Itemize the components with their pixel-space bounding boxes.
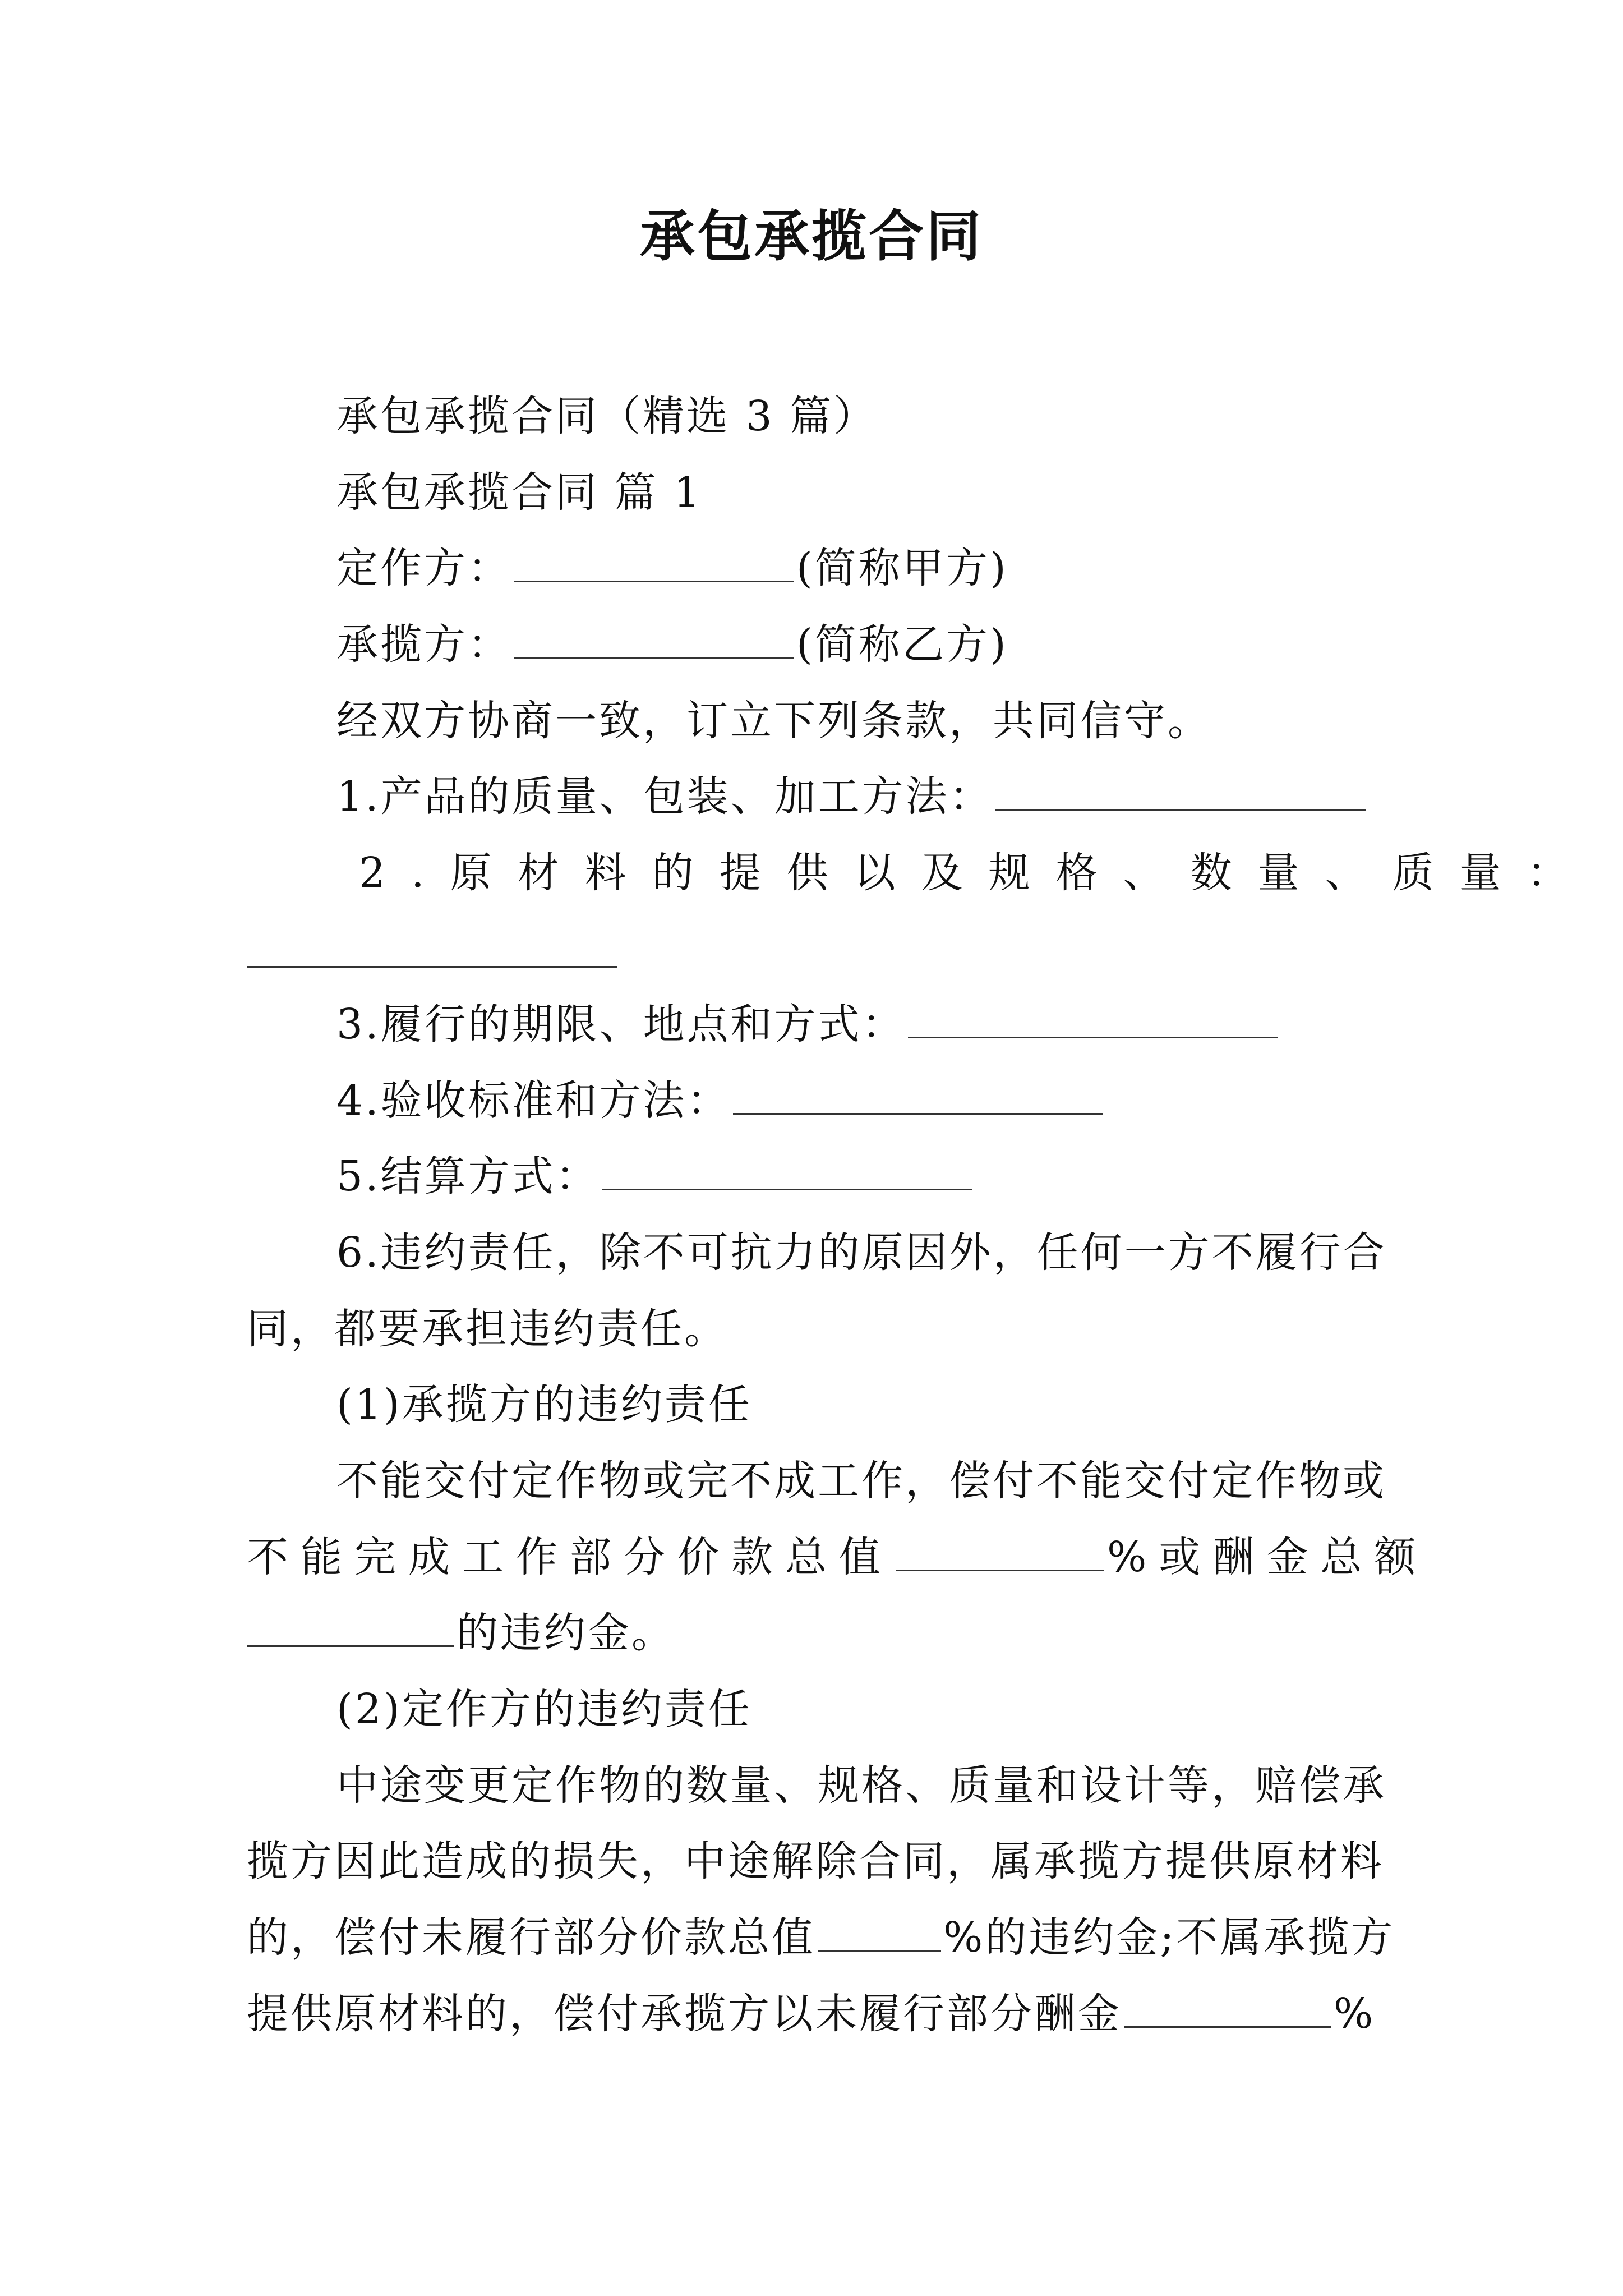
sub-1-line-2 <box>247 1529 1428 1585</box>
sub-2-line-3-a: 的，偿付未履行部分价款总值 <box>247 1913 815 1962</box>
item-6-line-2: 同，都要承担违约责任。 <box>247 1305 728 1353</box>
item-4-line <box>336 1073 1105 1129</box>
party-b-blank[interactable] <box>514 618 794 659</box>
party-a-blank[interactable] <box>514 541 794 582</box>
document-title: 承包承揽合同 <box>639 204 983 269</box>
party-a-line <box>336 540 1008 596</box>
sub-2-line-4 <box>247 1986 1375 2042</box>
item-2-text: 2.原材料的提供以及规格、数量、质量： <box>359 849 1594 897</box>
party-b-line <box>336 616 1008 673</box>
item-2-line <box>359 845 1594 901</box>
sub-2-percent-blank[interactable] <box>818 1911 941 1952</box>
party-b-suffix: (简称乙方) <box>796 620 1008 669</box>
party-a-suffix: (简称甲方) <box>796 544 1008 592</box>
sub-1-line-3 <box>247 1605 675 1661</box>
sub-1-line-1: 不能交付定作物或完不成工作，偿付不能交付定作物或 <box>336 1457 1386 1505</box>
party-b-label: 承揽方： <box>336 620 511 669</box>
sub-1-line-2-b: %或酬金总额 <box>1107 1533 1428 1581</box>
sub-1-amount-blank[interactable] <box>247 1606 454 1647</box>
sub-1-heading: (1)承揽方的违约责任 <box>336 1381 752 1429</box>
sub-2-line-3 <box>247 1910 1395 1966</box>
item-5-blank[interactable] <box>602 1149 972 1190</box>
item-3-blank[interactable] <box>908 997 1278 1038</box>
sub-2-line-3-b: %的违约金;不属承揽方 <box>943 1913 1395 1962</box>
item-4-blank[interactable] <box>733 1074 1103 1115</box>
item-3-line <box>336 996 1280 1052</box>
item-1-blank[interactable] <box>995 770 1366 811</box>
party-a-label: 定作方： <box>336 544 511 592</box>
sub-1-line-2-a: 不能完成工作部分价款总值 <box>247 1533 893 1581</box>
item-3-text: 3.履行的期限、地点和方式： <box>336 1000 906 1048</box>
sub-1-line-3-text: 的违约金。 <box>457 1609 675 1657</box>
sub-1-percent-blank[interactable] <box>896 1530 1104 1571</box>
sub-2-fee-blank[interactable] <box>1124 1987 1331 2028</box>
item-6-line-1: 6.违约责任，除不可抗力的原因外，任何一方不履行合 <box>336 1228 1387 1277</box>
sub-2-line-4-a: 提供原材料的，偿付承揽方以未履行部分酬金 <box>247 1990 1122 2038</box>
item-4-text: 4.验收标准和方法： <box>336 1076 731 1125</box>
section-heading: 承包承揽合同 篇 1 <box>336 468 703 517</box>
item-5-line <box>336 1148 974 1204</box>
document-subtitle: 承包承揽合同（精选 3 篇） <box>336 392 878 440</box>
sub-2-heading: (2)定作方的违约责任 <box>336 1685 752 1733</box>
sub-2-line-1: 中途变更定作物的数量、规格、质量和设计等，赔偿承 <box>336 1761 1386 1810</box>
sub-2-line-4-b: % <box>1334 1990 1376 2038</box>
item-2-blank[interactable] <box>247 966 617 968</box>
item-1-line <box>336 769 1368 825</box>
intro-paragraph: 经双方协商一致，订立下列条款，共同信守。 <box>336 697 1211 745</box>
item-5-text: 5.结算方式： <box>336 1152 600 1200</box>
item-1-text: 1.产品的质量、包装、加工方法： <box>336 772 993 821</box>
sub-2-line-2: 揽方因此造成的损失，中途解除合同，属承揽方提供原材料 <box>247 1837 1384 1885</box>
